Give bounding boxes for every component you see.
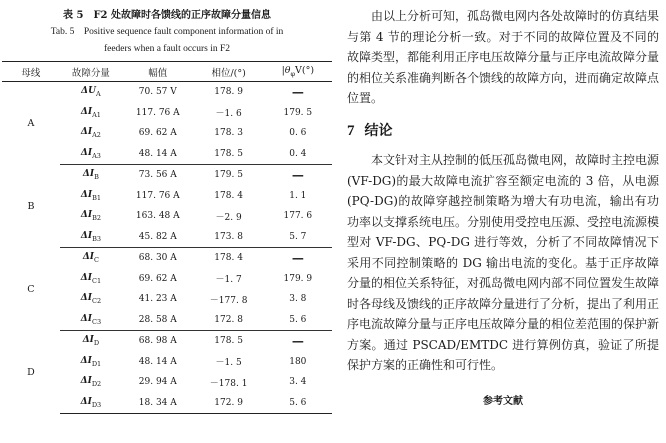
phase-cell: －178. 1 (209, 378, 248, 389)
magnitude-cell: 117. 76 A (135, 190, 180, 201)
section-number: 7 (347, 122, 355, 139)
component-cell: $\Delta I_D$ (82, 335, 100, 348)
magnitude-cell: 69. 62 A (138, 128, 177, 139)
magnitude-cell: 18. 34 A (122, 393, 194, 414)
bus-cell: D (27, 366, 35, 378)
table-row (2, 331, 332, 352)
header-phase: 相位/(°) (194, 62, 264, 82)
theta-cell: 179. 9 (283, 273, 313, 284)
component-cell: $\Delta I_{B2}$ (80, 210, 101, 223)
magnitude-cell: 69. 62 A (138, 273, 177, 284)
theta-cell: — (291, 168, 304, 183)
phase-cell: 178. 3 (214, 128, 243, 139)
magnitude-cell: 45. 82 A (122, 227, 194, 248)
theta-cell: 180 (289, 356, 307, 367)
phase-cell: 179. 5 (214, 170, 243, 181)
magnitude-cell: 163. 48 A (135, 211, 180, 222)
section-title: 结论 (364, 122, 393, 139)
magnitude-cell: 29. 94 A (138, 377, 177, 388)
table-row (2, 165, 332, 186)
table-header-row (2, 62, 332, 82)
component-cell: $\Delta I_{A1}$ (80, 106, 101, 119)
component-cell: $\Delta I_{B3}$ (60, 227, 122, 248)
theta-cell: — (291, 334, 304, 349)
table-caption-en-line2: feeders when a fault occurs in F2 (103, 44, 231, 54)
header-component: 故障分量 (60, 62, 122, 82)
theta-cell: 5. 6 (264, 310, 332, 331)
magnitude-cell: 68. 30 A (138, 253, 177, 264)
component-cell: $\Delta U_A$ (81, 86, 101, 99)
text-column (347, 6, 659, 412)
phase-cell: 178. 5 (214, 336, 243, 347)
component-cell: $\Delta I_{C1}$ (80, 272, 102, 285)
bus-cell: C (27, 283, 35, 295)
magnitude-cell: 48. 14 A (122, 144, 194, 165)
table-block (2, 6, 332, 414)
table-caption-cn: 表 5 F2 处故障时各馈线的正序故障分量信息 (63, 10, 271, 21)
conclusion-paragraph: 本文针对主从控制的低压孤岛微电网，故障时主控电源(VF-DG)的最大故障电流扩容至额定电流的 3 倍，从电源(PQ-DG)的故障穿越控制策略为增大有功电流，输出有功功率以支撑系统电压。分别使用受控电压源、受控电流源模型对 VF-DG、PQ-DG 进行等效，分析了不同故障情况下采用不同控制策略的 DG 输出电流的变化。基于正序故障分量的相位关系特征，对孤岛微电网内部不同位置发生故障时各母线及馈线的正序故障分量进行了分析，提出了利用正序电流故障分量与正序电压故障分量的相位差范围的保护新方案。通过 PSCAD/EMTDC 进行算例仿真，验证了所提保护方案的正确性和可行性。 (347, 153, 660, 372)
bus-cell: A (27, 117, 35, 129)
component-cell: $\Delta I_{D2}$ (80, 376, 102, 389)
component-cell: $\Delta I_B$ (82, 169, 99, 182)
phase-cell: 178. 4 (214, 253, 243, 264)
table-caption-en-line1: Tab. 5 Positive sequence fault component information of in (50, 27, 284, 37)
phase-cell: 178. 9 (214, 87, 243, 98)
theta-cell: — (291, 251, 304, 266)
bus-cell: B (27, 200, 35, 212)
magnitude-cell: 73. 56 A (138, 170, 177, 181)
theta-cell: 179. 5 (283, 107, 313, 118)
magnitude-cell: 41. 23 A (138, 294, 177, 305)
references-heading: 参考文献 (483, 395, 523, 407)
fault-component-table (2, 61, 332, 414)
phase-cell: －1. 7 (215, 275, 242, 286)
magnitude-cell: 68. 98 A (138, 336, 177, 347)
component-cell: $\Delta I_{C2}$ (80, 293, 102, 306)
theta-cell: 3. 8 (289, 294, 307, 305)
theta-cell: 177. 6 (283, 211, 313, 222)
header-bus: 母线 (2, 62, 60, 82)
table-row (2, 82, 332, 103)
magnitude-cell: 70. 57 V (138, 87, 177, 98)
phase-cell: －177. 8 (209, 295, 248, 306)
component-cell: $\Delta I_C$ (82, 252, 100, 265)
component-cell: $\Delta I_{C3}$ (60, 310, 122, 331)
phase-cell: －2. 9 (215, 212, 242, 223)
phase-cell: 172. 9 (194, 393, 264, 414)
component-cell: $\Delta I_{D3}$ (60, 393, 122, 414)
header-magnitude: 幅值 (122, 62, 194, 82)
phase-cell: 173. 8 (194, 227, 264, 248)
theta-cell: 3. 4 (289, 377, 307, 388)
magnitude-cell: 48. 14 A (138, 356, 177, 367)
component-cell: $\Delta I_{D1}$ (80, 355, 102, 368)
phase-cell: 172. 8 (194, 310, 264, 331)
theta-cell: 1. 1 (289, 190, 307, 201)
analysis-paragraph: 由以上分析可知，孤岛微电网内各处故障时的仿真结果与第 4 节的理论分析一致。对于不同的故障位置及不同的故障类型，都能利用正序电压故障分量与正序电流故障分量的相位关系准确判断各个馈线的故障方向，进而确定故障点位置。 (347, 9, 660, 105)
theta-cell: 0. 6 (289, 128, 307, 139)
phase-cell: －1. 6 (215, 109, 242, 120)
theta-cell: 5. 6 (264, 393, 332, 414)
theta-cell: — (291, 85, 304, 100)
section-heading (347, 121, 659, 142)
magnitude-cell: 117. 76 A (135, 107, 180, 118)
theta-cell: 5. 7 (264, 227, 332, 248)
phase-cell: 178. 5 (194, 144, 264, 165)
component-cell: $\Delta I_{A2}$ (80, 127, 101, 140)
header-theta: $|\theta_\varphi V(^\circ)$ (264, 62, 332, 82)
table-body (2, 82, 332, 414)
component-cell: $\Delta I_{B1}$ (80, 189, 101, 202)
table-row (2, 248, 332, 269)
phase-cell: －1. 5 (215, 358, 242, 369)
phase-cell: 178. 4 (214, 190, 243, 201)
component-cell: $\Delta I_{A3}$ (60, 144, 122, 165)
magnitude-cell: 28. 58 A (122, 310, 194, 331)
theta-cell: 0. 4 (264, 144, 332, 165)
